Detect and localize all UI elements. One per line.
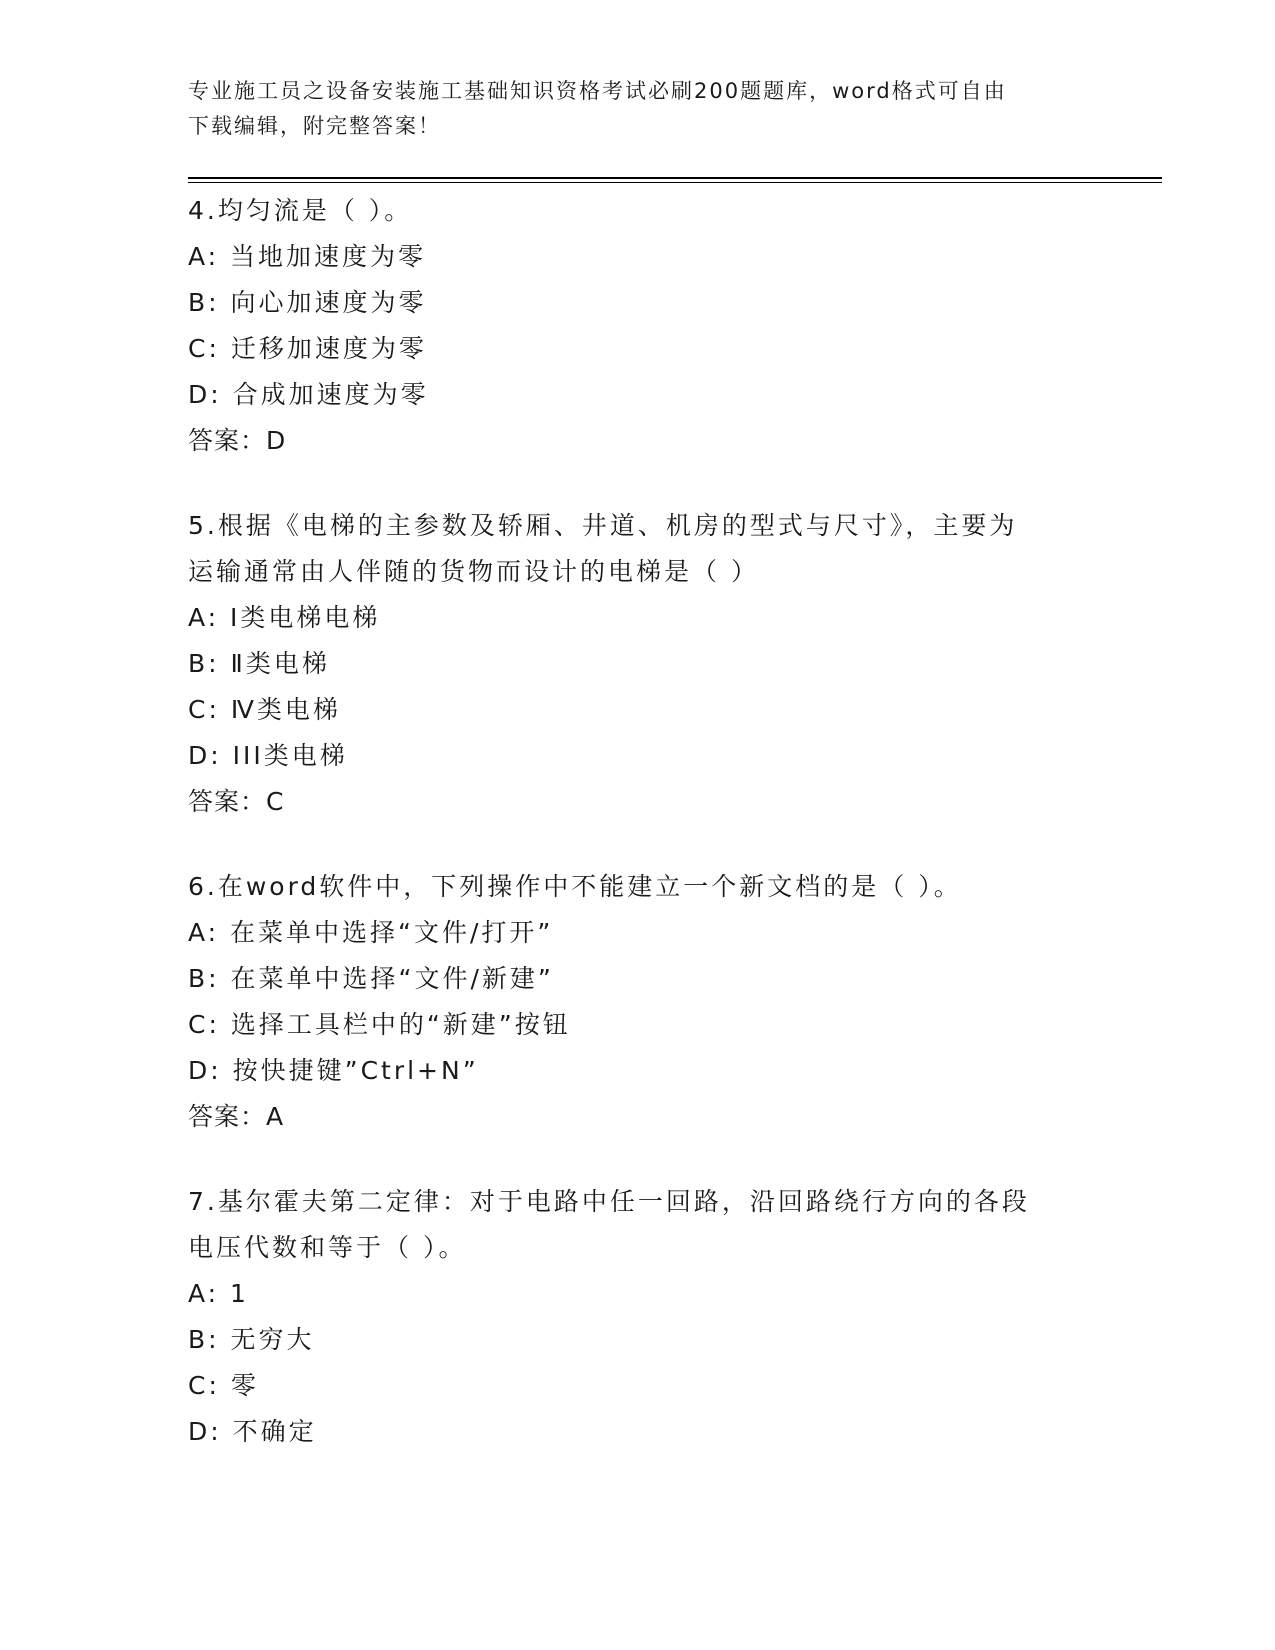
option-b: B: Ⅱ类电梯 [188,649,330,678]
option-b: B: 无穷大 [188,1325,315,1354]
option-d: D: III类电梯 [188,741,348,770]
option-a: A: 1 [188,1279,249,1308]
header-title-line-2: 下载编辑，附完整答案！ [188,114,441,138]
option-b: B: 向心加速度为零 [188,288,427,317]
answer-line: 答案：C [188,787,285,816]
question-stem-line-2: 运输通常由人伴随的货物而设计的电梯是（ ） [188,557,759,586]
question-stem: 4.均匀流是（ ）。 [188,196,413,225]
option-d: D: 合成加速度为零 [188,380,429,409]
option-a: A: 当地加速度为零 [188,242,427,271]
document-header [188,74,1068,144]
option-a: A: Ⅰ类电梯电梯 [188,603,381,632]
question-stem-line-1: 5.根据《电梯的主参数及轿厢、井道、机房的型式与尺寸》，主要为 [188,511,1018,540]
question-stem: 6.在word软件中，下列操作中不能建立一个新文档的是（ ）。 [188,872,962,901]
option-c: C: 选择工具栏中的“新建”按钮 [188,1010,571,1039]
option-c: C: Ⅳ类电梯 [188,695,341,724]
question-stem-line-2: 电压代数和等于（ ）。 [188,1233,467,1262]
option-a: A: 在菜单中选择“文件/打开” [188,918,554,947]
question-4 [188,188,1088,464]
question-6 [188,864,1088,1140]
option-b: B: 在菜单中选择“文件/新建” [188,964,554,993]
question-stem-line-1: 7.基尔霍夫第二定律：对于电路中任一回路，沿回路绕行方向的各段 [188,1187,1030,1216]
option-d: D: 按快捷键”Ctrl+N” [188,1056,479,1085]
question-5 [188,503,1088,825]
question-list [188,188,1088,1494]
option-d: D: 不确定 [188,1417,317,1446]
header-title-line-1: 专业施工员之设备安装施工基础知识资格考试必刷200题题库，word格式可自由 [188,79,1007,103]
header-divider-thin [188,182,1162,183]
option-c: C: 迁移加速度为零 [188,334,427,363]
header-divider-thick [188,177,1162,179]
option-c: C: 零 [188,1371,259,1400]
question-7 [188,1179,1088,1455]
answer-line: 答案：D [188,426,287,455]
answer-line: 答案：A [188,1102,285,1131]
